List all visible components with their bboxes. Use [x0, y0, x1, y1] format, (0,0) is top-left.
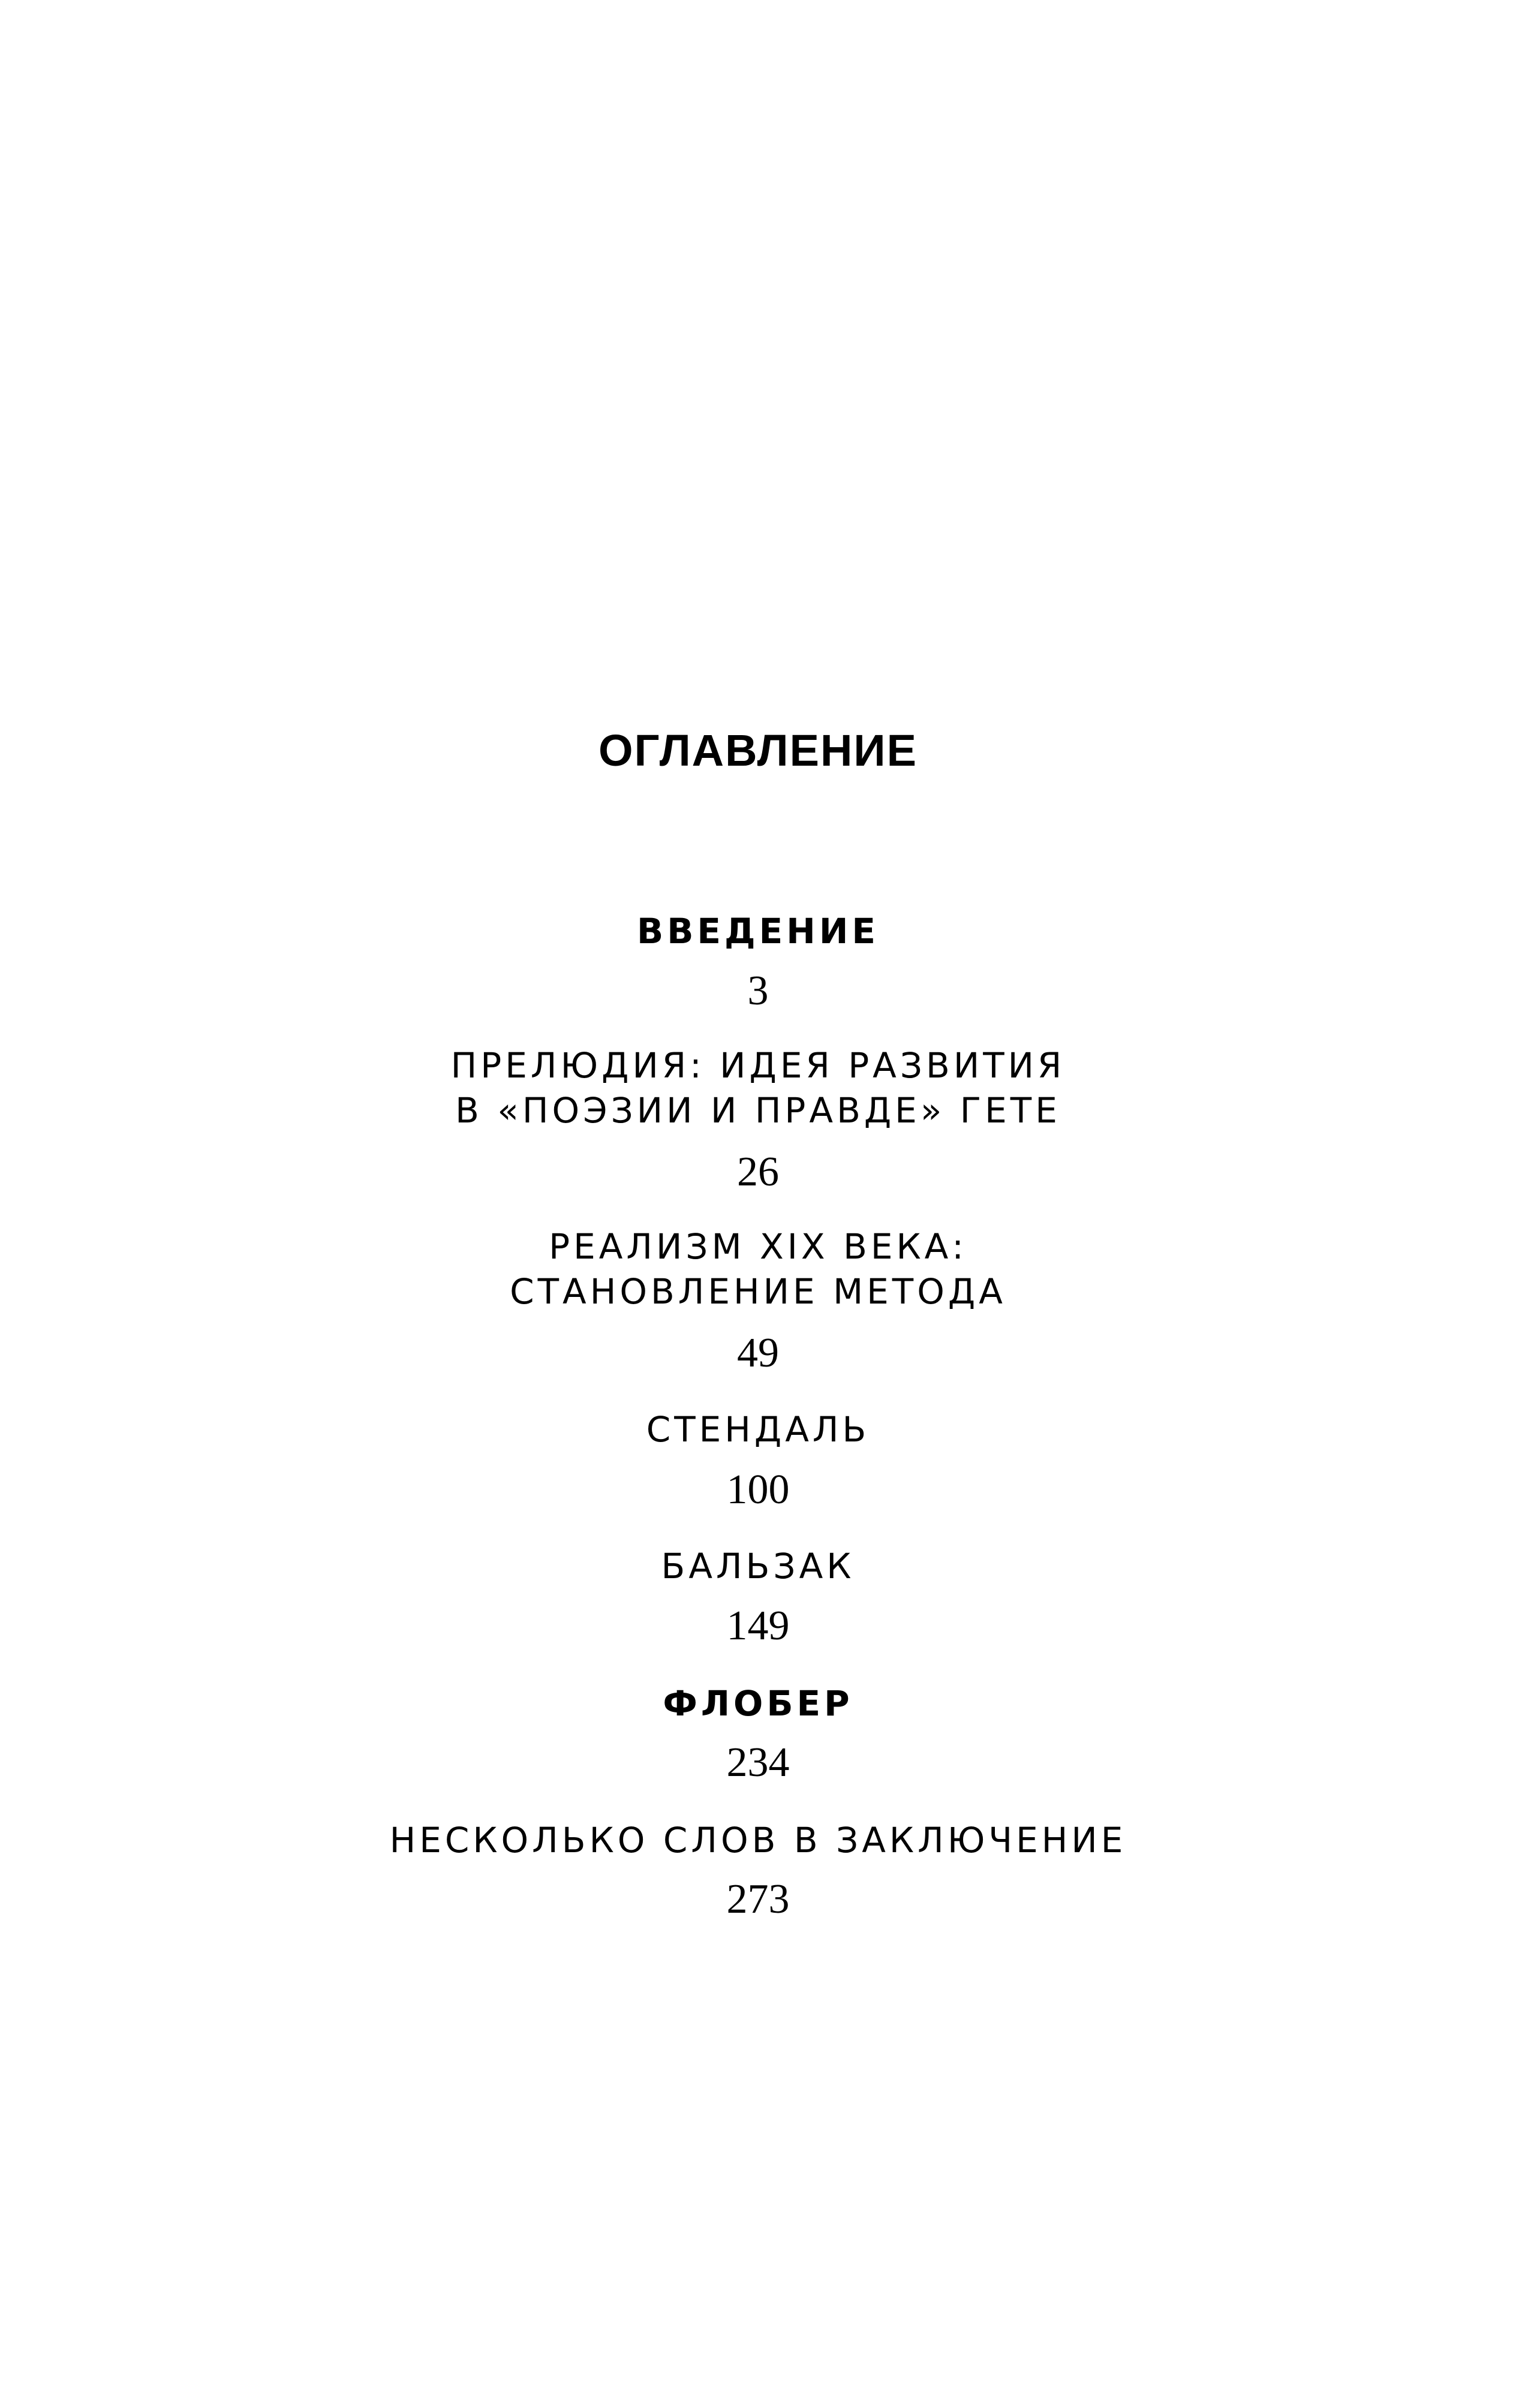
toc-entry-title: НЕСКОЛЬКО СЛОВ В ЗАКЛЮЧЕНИЕ [389, 1820, 1127, 1861]
toc-entry-title-line: РЕАЛИЗМ XIX ВЕКА: [549, 1226, 967, 1267]
toc-entry-title: ВВЕДЕНИЕ [636, 911, 879, 952]
toc-entry-page-number: 49 [737, 1330, 779, 1376]
toc-entry-page-number: 234 [726, 1739, 790, 1786]
toc-entry-title: БАЛЬЗАК [661, 1546, 855, 1587]
toc-entry-title: ФЛОБЕР [663, 1683, 853, 1724]
toc-entry-title-line: СТАНОВЛЕНИЕ МЕТОДА [510, 1271, 1006, 1312]
toc-entry-title-line: В «ПОЭЗИИ И ПРАВДЕ» ГЕТЕ [455, 1090, 1061, 1131]
toc-entry-title-line: ПРЕЛЮДИЯ: ИДЕЯ РАЗВИТИЯ [450, 1045, 1066, 1086]
toc-entry-title: СТЕНДАЛЬ [646, 1409, 870, 1450]
toc-entry-page-number: 3 [747, 968, 769, 1014]
toc-entry-page-number: 100 [726, 1467, 790, 1513]
toc-entry-page-number: 149 [726, 1603, 790, 1649]
toc-entry-page-number: 26 [737, 1149, 779, 1195]
page-title: ОГЛАВЛЕНИЕ [598, 726, 918, 775]
toc-entry-page-number: 273 [726, 1876, 790, 1922]
